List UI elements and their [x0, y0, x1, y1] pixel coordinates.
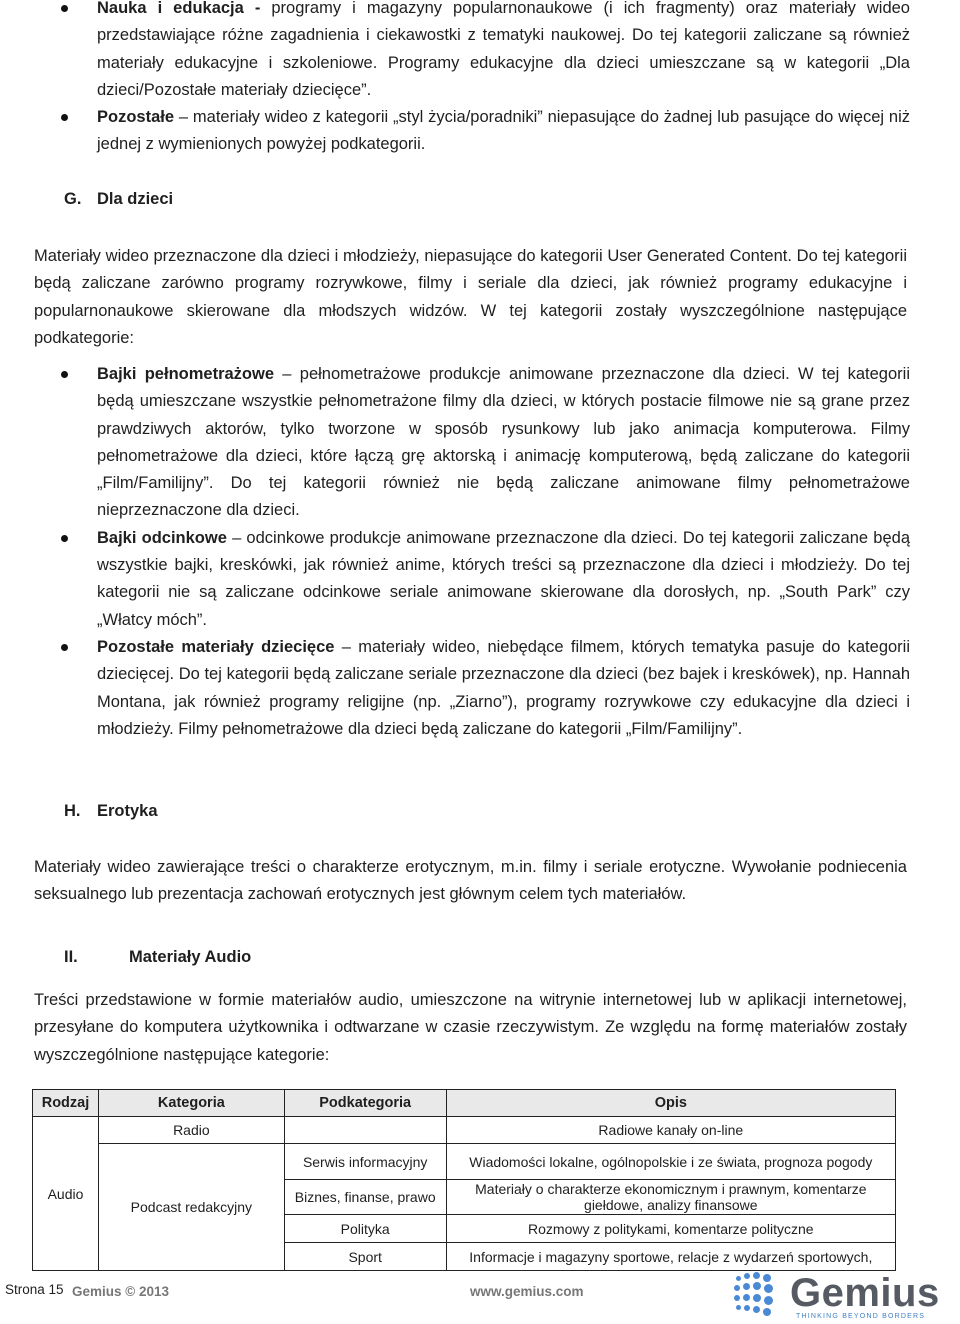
- section-g-list: [34, 361, 910, 743]
- cell-opis: Wiadomości lokalne, ogólnopolskie i ze świata, prognoza pogody: [446, 1144, 895, 1180]
- logo-tagline: THINKING BEYOND BORDERS: [796, 1313, 926, 1320]
- cell-opis: Rozmowy z politykami, komentarze polityczne: [446, 1215, 895, 1243]
- header-kategoria: Kategoria: [98, 1090, 284, 1117]
- section-ii-number: II.: [64, 948, 78, 966]
- item-lead: Bajki odcinkowe: [97, 528, 227, 547]
- list-item: [34, 361, 910, 525]
- section-ii-title: Materiały Audio: [129, 948, 252, 966]
- section-h-title: Erotyka: [97, 802, 158, 820]
- cell-opis: Radiowe kanały on-line: [446, 1117, 895, 1144]
- cell-kategoria: Podcast redakcyjny: [98, 1144, 284, 1271]
- website-link[interactable]: www.gemius.com: [470, 1284, 584, 1299]
- list-item: [34, 0, 910, 104]
- cell-opis: Materiały o charakterze ekonomicznym i prawnym, komentarze giełdowe, analizy finansowe: [446, 1180, 895, 1215]
- item-text: – materiały wideo z kategorii „styl życia/poradniki” niepasujące do żadnej lub pasujące do więcej niż jednej z wymienionych powyżej podkategorii.: [97, 108, 910, 154]
- item-text: – pełnometrażowe produkcje animowane przeznaczone dla dzieci. W tej kategorii będą umieszczane wszystkie pełnometrażone filmy dla dzieci, w których postacie filmowe nie są grane przez prawdziwych aktorów, tylko tworzone w sposób rysunkowy lub jako animacja komputerowa. Filmy pełnometrażowe dla dzieci, które łączą grę aktorską i animację komputerową, będą zaliczane do kategorii „Film/Familijny”. Do tej kategorii również nie będą zaliczane animowane filmy pełnometrażowe nieprzeznaczone dla dzieci.: [97, 365, 910, 520]
- page-number: Strona 15: [5, 1282, 64, 1297]
- header-opis: Opis: [446, 1090, 895, 1117]
- table-header-row: [33, 1090, 896, 1117]
- top-bullet-list: [34, 0, 910, 159]
- bullet-icon: [61, 644, 68, 651]
- section-h-intro: Materiały wideo zawierające treści o charakterze erotycznym, m.in. filmy i seriale erotyczne. Wywołanie podniecenia seksualnego lub prezentacja zachowań erotycznych jest głównym celem tych materiałów.: [34, 858, 907, 904]
- item-lead: Bajki pełnometrażowe: [97, 365, 275, 383]
- header-podkategoria: Podkategoria: [284, 1090, 446, 1117]
- table-row: [33, 1117, 896, 1144]
- bullet-icon: [61, 535, 68, 542]
- cell-podkategoria: Sport: [284, 1243, 446, 1271]
- list-item: [34, 104, 910, 159]
- item-text: – materiały wideo, niebędące filmem, których tematyka pasuje do kategorii dziecięcej. Do tej kategorii będą zaliczane seriale przeznaczone dla dzieci (bez bajek i kreskówek), np. Hannah Montana, jak również programy religijne (np. „Ziarno”), programy rozrywkowe czy edukacyjne dla dzieci i młodzieży. Filmy pełnometrażowe dla dzieci będą zaliczane do kategorii „Film/Familijny”.: [97, 637, 910, 738]
- section-g-title: Dla dzieci: [97, 190, 174, 208]
- section-ii-intro: Treści przedstawione w formie materiałów audio, umieszczone na witrynie internetowej lub w aplikacji internetowej, przesyłane do komputera użytkownika i odtwarzane w czasie rzeczywistym. Ze względu na formę materiałów zostały wyszczególnione następujące kategorie:: [34, 991, 907, 1064]
- item-lead: Pozostałe materiały dziecięce: [97, 637, 335, 656]
- item-text: programy i magazyny popularnonaukowe (i ich fragmenty) oraz materiały wideo przedstawiające różne zagadnienia i ciekawostki z tematyki naukowej. Do tej kategorii zaliczane są również materiały edukacyjne i szkoleniowe. Programy edukacyjne dla dzieci umieszczane są w kategorii „Dla dzieci/Pozostałe materiały dziecięce”.: [97, 0, 910, 99]
- bullet-icon: [61, 114, 68, 121]
- section-h-letter: H.: [64, 802, 81, 820]
- list-item: [34, 634, 910, 743]
- list-item: [34, 525, 910, 634]
- cell-podkategoria: Polityka: [284, 1215, 446, 1243]
- logo-text: Gemius: [790, 1271, 940, 1315]
- cell-kategoria: Radio: [98, 1117, 284, 1144]
- bullet-icon: [61, 5, 68, 12]
- section-g-intro: Materiały wideo przeznaczone dla dzieci i młodzieży, niepasujące do kategorii User Generated Content. Do tej kategorii będą zaliczane zarówno programy rozrywkowe, filmy i seriale dla dzieci, jak również programy edukacyjne i popularnonaukowe skierowane dla młodszych widzów. W tej kategorii zostały wyszczególnione następujące podkategorie:: [34, 247, 907, 347]
- cell-opis: Informacje i magazyny sportowe, relacje z wydarzeń sportowych,: [446, 1243, 895, 1271]
- cell-rodzaj: Audio: [33, 1117, 99, 1271]
- table-row: [33, 1144, 896, 1180]
- cell-podkategoria: Biznes, finanse, prawo: [284, 1180, 446, 1215]
- item-lead: Pozostałe: [97, 108, 175, 127]
- header-rodzaj: Rodzaj: [33, 1090, 99, 1117]
- bullet-icon: [61, 371, 68, 378]
- audio-categories-table: [32, 1089, 896, 1271]
- copyright: Gemius © 2013: [72, 1284, 169, 1299]
- section-g-letter: G.: [64, 190, 82, 208]
- cell-podkategoria: [284, 1117, 446, 1144]
- item-lead: Nauka i edukacja -: [97, 0, 261, 17]
- item-text: – odcinkowe produkcje animowane przeznaczone dla dzieci. Do tej kategorii zaliczane będą wszystkie bajki, kreskówki, jak również anime, których treści są przeznaczone dla dzieci i młodzieży. Do tej kategorii nie są zaliczane odcinkowe seriale animowane skierowane dla dorosłych, np. „South Park” czy „Włatcy móch”.: [97, 528, 910, 629]
- gemius-logo: [730, 1268, 960, 1324]
- cell-podkategoria: Serwis informacyjny: [284, 1144, 446, 1180]
